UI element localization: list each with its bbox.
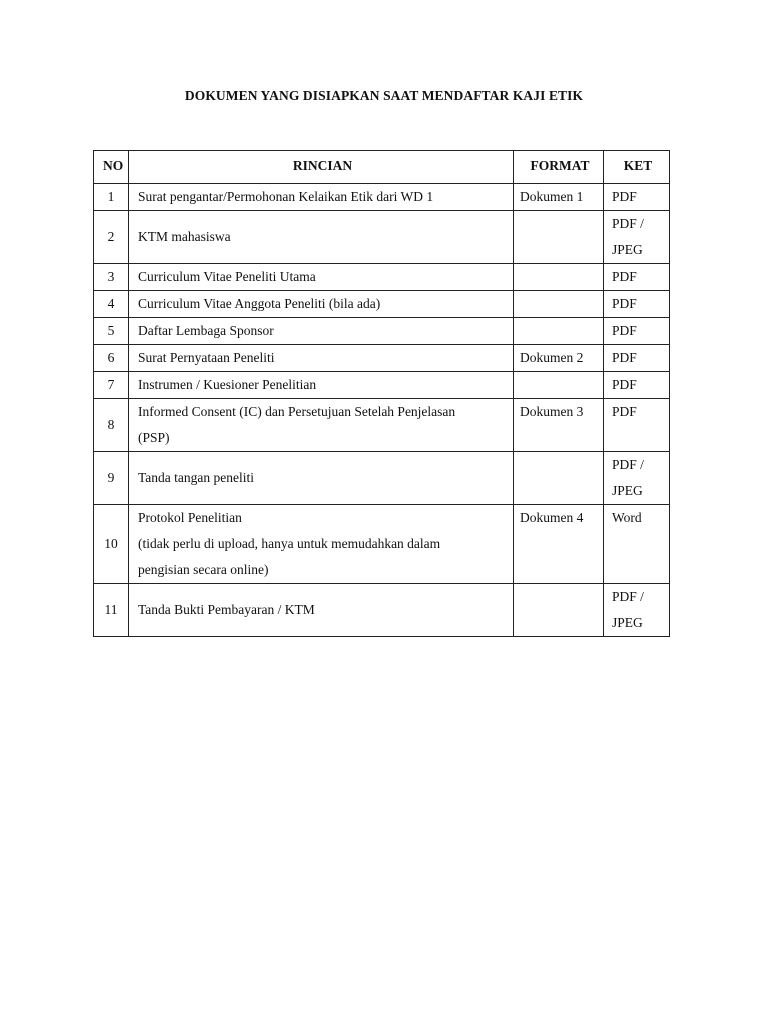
header-ket: KET bbox=[604, 151, 670, 184]
row-ket bbox=[604, 505, 670, 584]
row-rincian bbox=[129, 318, 514, 345]
table-row bbox=[94, 505, 670, 584]
table-row bbox=[94, 264, 670, 291]
rincian-line: Informed Consent (IC) dan Persetujuan Setelah Penjelasan bbox=[138, 404, 456, 419]
row-format bbox=[514, 264, 604, 291]
rincian-line: (tidak perlu di upload, hanya untuk memudahkan dalam bbox=[138, 536, 441, 551]
table-row bbox=[94, 372, 670, 399]
row-ket bbox=[604, 372, 670, 399]
row-ket bbox=[604, 345, 670, 372]
row-rincian bbox=[129, 184, 514, 211]
row-ket bbox=[604, 399, 670, 452]
row-format bbox=[514, 372, 604, 399]
row-format bbox=[514, 291, 604, 318]
rincian-line: Protokol Penelitian bbox=[138, 510, 242, 525]
table-row bbox=[94, 345, 670, 372]
documents-table bbox=[93, 150, 670, 637]
row-number: 11 bbox=[94, 584, 129, 637]
row-ket bbox=[604, 452, 670, 505]
rincian-line: Surat Pernyataan Peneliti bbox=[138, 350, 275, 365]
ket-line: PDF bbox=[612, 269, 637, 284]
row-number: 5 bbox=[94, 318, 129, 345]
header-rincian: RINCIAN bbox=[129, 151, 514, 184]
row-format: Dokumen 3 bbox=[514, 399, 604, 452]
row-format: Dokumen 2 bbox=[514, 345, 604, 372]
row-rincian bbox=[129, 345, 514, 372]
ket-line: PDF bbox=[612, 350, 637, 365]
row-ket bbox=[604, 291, 670, 318]
rincian-line: Curriculum Vitae Anggota Peneliti (bila ada) bbox=[138, 296, 381, 311]
rincian-line: Surat pengantar/Permohonan Kelaikan Etik dari WD 1 bbox=[138, 189, 434, 204]
row-ket bbox=[604, 584, 670, 637]
ket-line: PDF bbox=[612, 404, 637, 419]
table-body bbox=[94, 184, 670, 637]
row-number: 4 bbox=[94, 291, 129, 318]
rincian-line: pengisian secara online) bbox=[138, 562, 269, 577]
table-header-row bbox=[94, 151, 670, 184]
ket-line: PDF / bbox=[612, 457, 644, 472]
row-rincian bbox=[129, 291, 514, 318]
row-rincian bbox=[129, 399, 514, 452]
ket-line: PDF bbox=[612, 323, 637, 338]
header-no: NO bbox=[94, 151, 129, 184]
row-number: 1 bbox=[94, 184, 129, 211]
row-format bbox=[514, 584, 604, 637]
row-format bbox=[514, 452, 604, 505]
row-format bbox=[514, 318, 604, 345]
table-row bbox=[94, 584, 670, 637]
row-number: 3 bbox=[94, 264, 129, 291]
rincian-line: Tanda Bukti Pembayaran / KTM bbox=[138, 602, 315, 617]
row-number: 2 bbox=[94, 211, 129, 264]
row-number: 8 bbox=[94, 399, 129, 452]
ket-line: PDF bbox=[612, 377, 637, 392]
table-row bbox=[94, 291, 670, 318]
rincian-line: Tanda tangan peneliti bbox=[138, 470, 255, 485]
table-row bbox=[94, 399, 670, 452]
ket-line: PDF bbox=[612, 189, 637, 204]
row-number: 7 bbox=[94, 372, 129, 399]
ket-line: PDF bbox=[612, 296, 637, 311]
table-row bbox=[94, 452, 670, 505]
row-rincian bbox=[129, 211, 514, 264]
row-ket bbox=[604, 211, 670, 264]
row-format: Dokumen 4 bbox=[514, 505, 604, 584]
row-rincian bbox=[129, 452, 514, 505]
table-row bbox=[94, 184, 670, 211]
row-rincian bbox=[129, 264, 514, 291]
ket-line: JPEG bbox=[612, 615, 643, 630]
table-row bbox=[94, 318, 670, 345]
rincian-line: Daftar Lembaga Sponsor bbox=[138, 323, 274, 338]
row-ket bbox=[604, 184, 670, 211]
row-rincian bbox=[129, 372, 514, 399]
rincian-line: KTM mahasiswa bbox=[138, 229, 231, 244]
rincian-line: (PSP) bbox=[138, 430, 170, 445]
ket-line: JPEG bbox=[612, 483, 643, 498]
ket-line: JPEG bbox=[612, 242, 643, 257]
row-ket bbox=[604, 264, 670, 291]
header-format: FORMAT bbox=[514, 151, 604, 184]
ket-line: PDF / bbox=[612, 216, 644, 231]
row-number: 6 bbox=[94, 345, 129, 372]
row-number: 10 bbox=[94, 505, 129, 584]
document-title: DOKUMEN YANG DISIAPKAN SAAT MENDAFTAR KAJI ETIK bbox=[184, 88, 584, 103]
row-rincian bbox=[129, 584, 514, 637]
ket-line: PDF / bbox=[612, 589, 644, 604]
row-format: Dokumen 1 bbox=[514, 184, 604, 211]
table-row bbox=[94, 211, 670, 264]
ket-line: Word bbox=[612, 510, 642, 525]
rincian-line: Curriculum Vitae Peneliti Utama bbox=[138, 269, 316, 284]
row-ket bbox=[604, 318, 670, 345]
row-number: 9 bbox=[94, 452, 129, 505]
rincian-line: Instrumen / Kuesioner Penelitian bbox=[138, 377, 317, 392]
row-format bbox=[514, 211, 604, 264]
row-rincian bbox=[129, 505, 514, 584]
